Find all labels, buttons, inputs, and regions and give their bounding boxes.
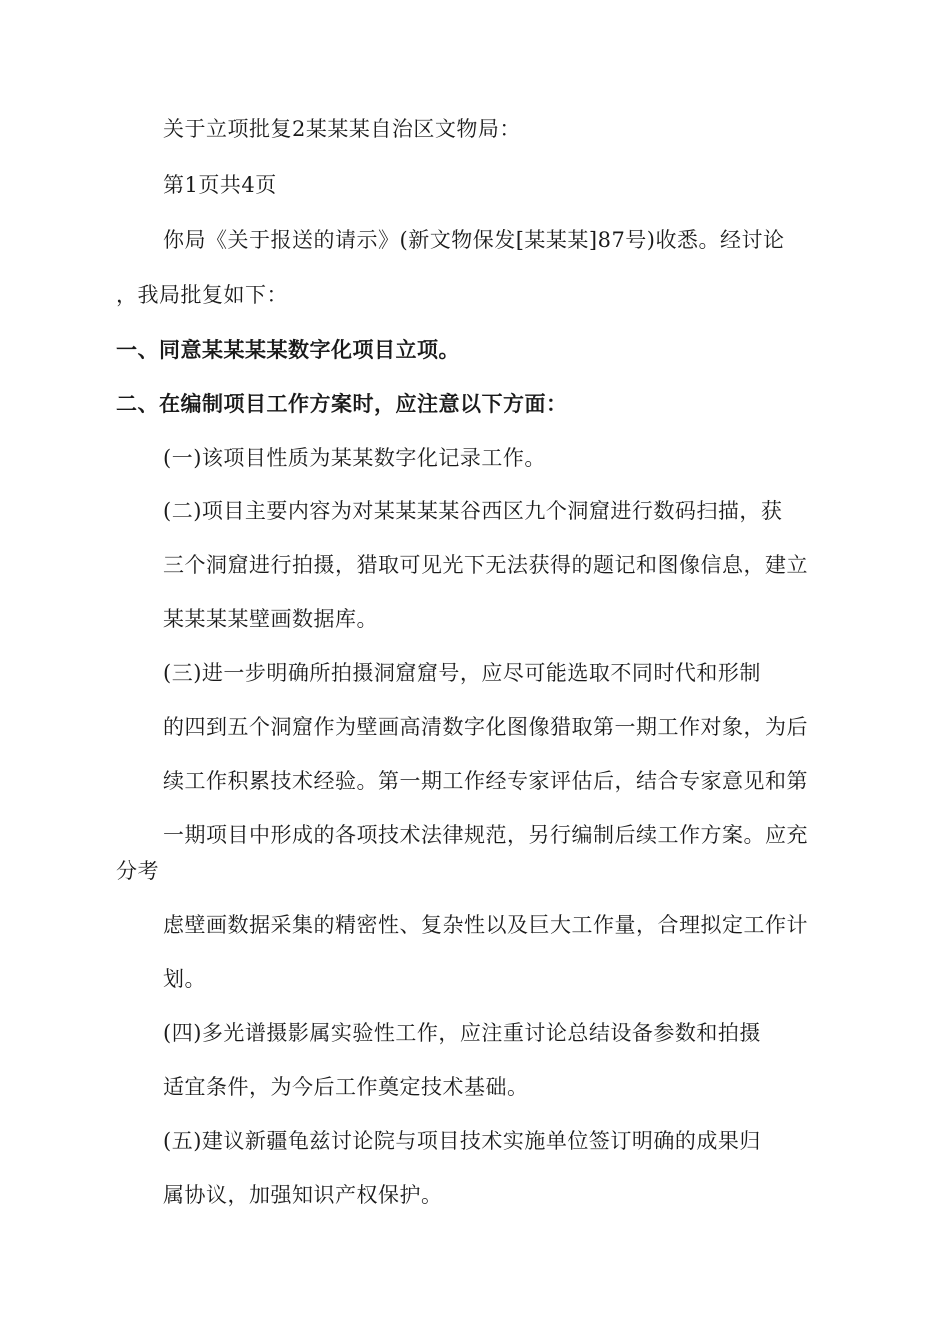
list-item-2-continued: 三个洞窟进行拍摄，猎取可见光下无法获得的题记和图像信息，建立 <box>163 553 808 577</box>
list-item-1: (一)该项目性质为某某数字化记录工作。 <box>163 446 546 470</box>
list-item-3-continued: 分考 <box>116 859 159 883</box>
list-item-3-continued: 划。 <box>163 967 206 991</box>
list-item-3: (三)进一步明确所拍摄洞窟窟号，应尽可能选取不同时代和形制 <box>163 661 761 685</box>
list-item-3-continued: 的四到五个洞窟作为壁画高清数字化图像猎取第一期工作对象，为后 <box>163 715 808 739</box>
list-item-3-continued: 续工作积累技术经验。第一期工作经专家评估后，结合专家意见和第 <box>163 769 808 793</box>
list-item-3-continued: 一期项目中形成的各项技术法律规范，另行编制后续工作方案。应充 <box>163 823 808 847</box>
list-item-3-continued: 虑壁画数据采集的精密性、复杂性以及巨大工作量，合理拟定工作计 <box>163 913 808 937</box>
list-item-5: (五)建议新疆龟兹讨论院与项目技术实施单位签订明确的成果归 <box>163 1129 761 1153</box>
list-item-4: (四)多光谱摄影属实验性工作，应注重讨论总结设备参数和拍摄 <box>163 1021 761 1045</box>
list-item-5-continued: 属协议，加强知识产权保护。 <box>163 1183 443 1207</box>
list-item-4-continued: 适宜条件，为今后工作奠定技术基础。 <box>163 1075 529 1099</box>
body-paragraph-line: 你局《关于报送的请示》(新文物保发[某某某]87号)收悉。经讨论 <box>163 228 785 252</box>
section-heading-2: 二、在编制项目工作方案时，应注意以下方面： <box>116 392 568 416</box>
addressee-line: 关于立项批复2某某某自治区文物局： <box>163 117 521 141</box>
body-paragraph-line: ，我局批复如下： <box>116 283 288 307</box>
page-counter: 第1页共4页 <box>163 173 277 197</box>
list-item-2-continued: 某某某某壁画数据库。 <box>163 607 378 631</box>
list-item-2: (二)项目主要内容为对某某某某谷西区九个洞窟进行数码扫描，获 <box>163 499 783 523</box>
section-heading-1: 一、同意某某某某数字化项目立项。 <box>116 338 460 362</box>
